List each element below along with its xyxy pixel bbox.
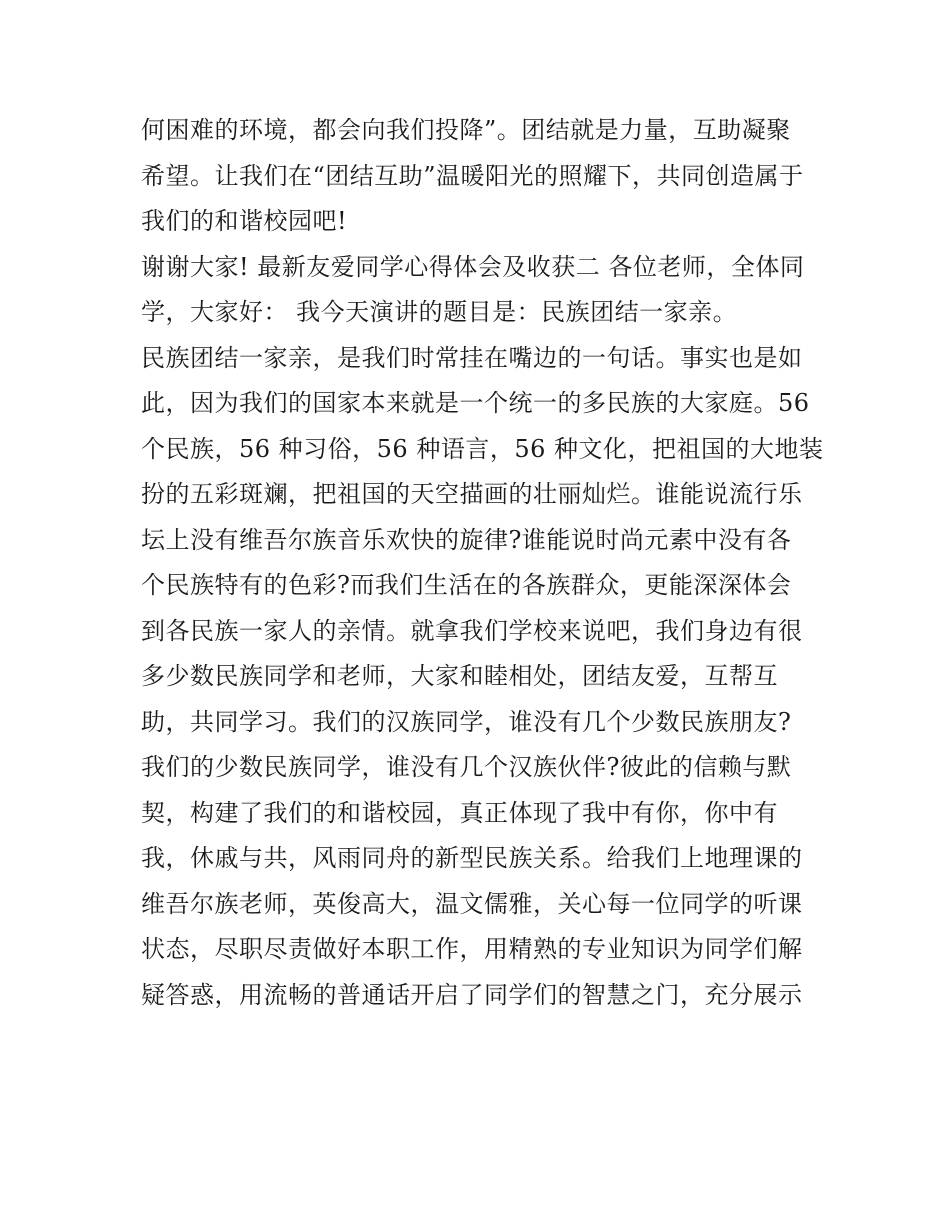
text-line: 契，构建了我们的和谐校园，真正体现了我中有你，你中有 (141, 798, 778, 827)
text-line: 何困难的环境，都会向我们投降”。团结就是力量，互助凝聚 (141, 116, 791, 144)
text-line: 扮的五彩斑斓，把祖国的天空描画的壮丽灿烂。谁能说流行乐 (141, 480, 803, 508)
text-line: 学，大家好： 我今天演讲的题目是：民族团结一家亲。 (141, 298, 738, 326)
text-line: 个民族特有的色彩?而我们生活在的各族群众，更能深深体会 (141, 571, 792, 599)
text-line: 希望。让我们在“团结互助”温暖阳光的照耀下，共同创造属于 (141, 161, 804, 190)
text-line: 助，共同学习。我们的汉族同学，谁没有几个少数民族朋友? (141, 707, 792, 736)
text-line: 个民族，56 种习俗，56 种语言，56 种文化，把祖国的大地装 (141, 434, 824, 463)
text-line: 此，因为我们的国家本来就是一个统一的多民族的大家庭。56 (141, 389, 810, 417)
text-line: 状态，尽职尽责做好本职工作，用精熟的专业知识为同学们解 (141, 935, 803, 963)
text-line: 我们的和谐校园吧! (141, 207, 348, 235)
text-line: 我，休戚与共，风雨同舟的新型民族关系。给我们上地理课的 (141, 844, 803, 872)
text-line: 多少数民族同学和老师，大家和睦相处，团结友爱，互帮互 (141, 662, 778, 690)
text-line: 民族团结一家亲，是我们时常挂在嘴边的一句话。事实也是如 (141, 343, 803, 372)
text-line: 坛上没有维吾尔族音乐欢快的旋律?谁能说时尚元素中没有各 (141, 525, 792, 554)
body-text (141, 108, 824, 1018)
text-line: 谢谢大家! 最新友爱同学心得体会及收获二 各位老师，全体同 (141, 252, 805, 281)
text-line: 到各民族一家人的亲情。就拿我们学校来说吧，我们身边有很 (141, 616, 803, 645)
text-line: 我们的少数民族同学，谁没有几个汉族伙伴?彼此的信赖与默 (141, 753, 792, 781)
text-line: 维吾尔族老师，英俊高大，温文儒雅，关心每一位同学的听课 (141, 889, 803, 918)
text-line: 疑答惑，用流畅的普通话开启了同学们的智慧之门，充分展示 (141, 980, 803, 1009)
